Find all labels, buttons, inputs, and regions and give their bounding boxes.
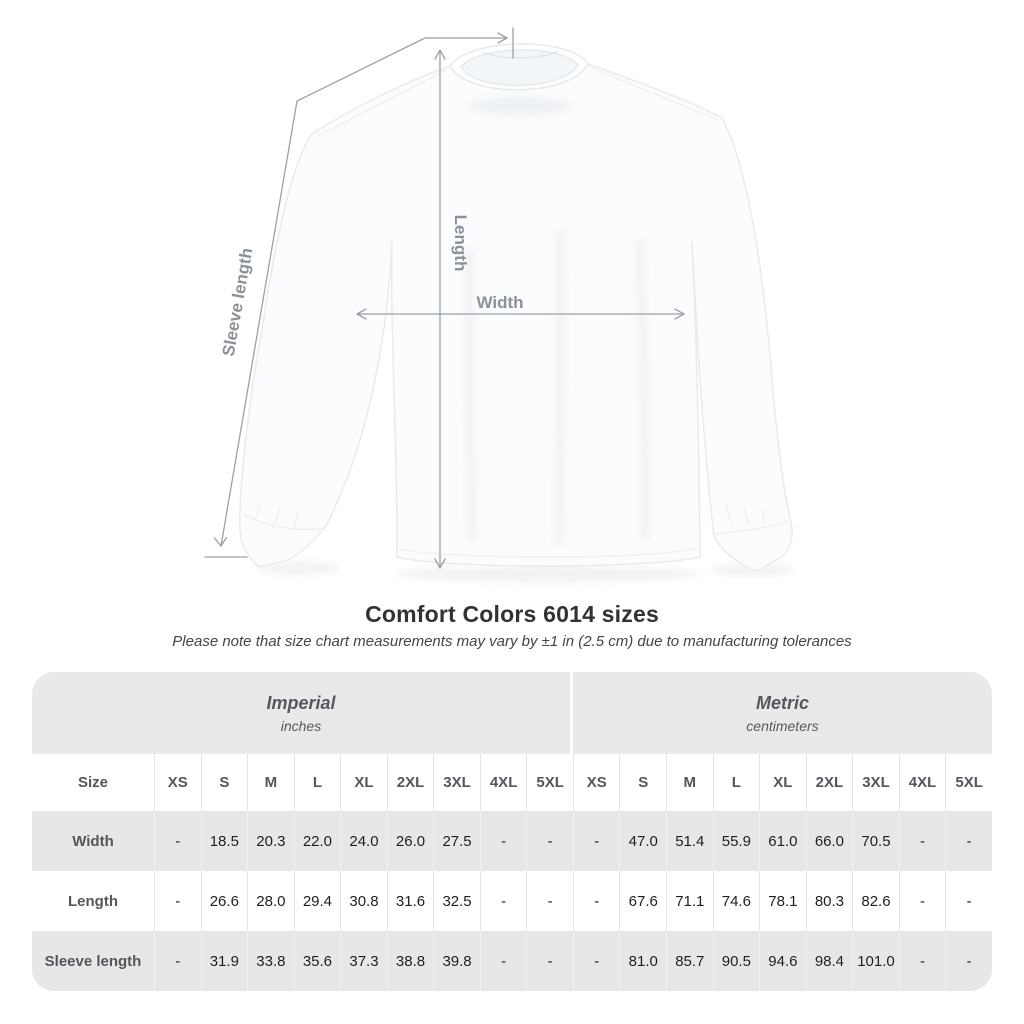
value-cell: - (573, 931, 620, 991)
imperial-label: Imperial (266, 692, 336, 713)
row-label-sleeve-length: Sleeve length (32, 931, 154, 991)
value-cell: 29.4 (294, 871, 341, 931)
col-header-imperial-2xl: 2XL (387, 754, 434, 811)
page-title: Comfort Colors 6014 sizes (365, 601, 659, 627)
metric-group-header (573, 672, 992, 754)
value-cell: 26.6 (201, 871, 248, 931)
value-cell: 61.0 (759, 811, 806, 871)
value-cell: 22.0 (294, 811, 341, 871)
value-cell: 74.6 (713, 871, 760, 931)
value-cell: 33.8 (247, 931, 294, 991)
sleeve-length-row (32, 931, 992, 991)
value-cell: - (480, 871, 527, 931)
value-cell: 81.0 (619, 931, 666, 991)
col-header-imperial-4xl: 4XL (480, 754, 527, 811)
tolerance-note: Please note that size chart measurements may vary by ±1 in (2.5 cm) due to manufacturing tolerances (172, 633, 852, 650)
value-cell: 27.5 (433, 811, 480, 871)
value-cell: 31.6 (387, 871, 434, 931)
value-cell: - (154, 931, 201, 991)
size-column-header: Size (32, 754, 154, 811)
value-cell: - (154, 871, 201, 931)
value-cell: 18.5 (201, 811, 248, 871)
metric-unit: centimeters (746, 717, 819, 734)
value-cell: - (526, 811, 573, 871)
value-cell: 70.5 (852, 811, 899, 871)
col-header-metric-4xl: 4XL (899, 754, 946, 811)
col-header-imperial-s: S (201, 754, 248, 811)
row-label-width: Width (32, 811, 154, 871)
value-cell: - (573, 871, 620, 931)
value-cell: - (899, 871, 946, 931)
value-cell: 24.0 (340, 811, 387, 871)
value-cell: 82.6 (852, 871, 899, 931)
value-cell: - (480, 931, 527, 991)
value-cell: 66.0 (806, 811, 853, 871)
value-cell: 101.0 (852, 931, 899, 991)
value-cell: - (945, 871, 992, 931)
value-cell: 85.7 (666, 931, 713, 991)
value-cell: - (526, 931, 573, 991)
value-cell: 71.1 (666, 871, 713, 931)
value-cell: - (899, 811, 946, 871)
value-cell: 31.9 (201, 931, 248, 991)
imperial-group-header (32, 672, 573, 754)
col-header-metric-5xl: 5XL (945, 754, 992, 811)
col-header-imperial-3xl: 3XL (433, 754, 480, 811)
value-cell: 37.3 (340, 931, 387, 991)
value-cell: - (945, 931, 992, 991)
value-cell: 78.1 (759, 871, 806, 931)
col-header-imperial-xs: XS (154, 754, 201, 811)
value-cell: 38.8 (387, 931, 434, 991)
value-cell: 32.5 (433, 871, 480, 931)
col-header-metric-l: L (713, 754, 760, 811)
value-cell: - (573, 811, 620, 871)
value-cell: - (526, 871, 573, 931)
value-cell: 80.3 (806, 871, 853, 931)
value-cell: 94.6 (759, 931, 806, 991)
row-label-length: Length (32, 871, 154, 931)
metric-label: Metric (755, 692, 809, 713)
col-header-metric-3xl: 3XL (852, 754, 899, 811)
col-header-imperial-5xl: 5XL (526, 754, 573, 811)
value-cell: 98.4 (806, 931, 853, 991)
value-cell: - (899, 931, 946, 991)
col-header-metric-xs: XS (573, 754, 620, 811)
col-header-metric-m: M (666, 754, 713, 811)
value-cell: 47.0 (619, 811, 666, 871)
value-cell: 30.8 (340, 871, 387, 931)
value-cell: 35.6 (294, 931, 341, 991)
under-collar-shade (467, 97, 571, 115)
value-cell: 39.8 (433, 931, 480, 991)
width-row (32, 811, 992, 871)
value-cell: 67.6 (619, 871, 666, 931)
col-header-metric-s: S (619, 754, 666, 811)
col-header-metric-xl: XL (759, 754, 806, 811)
length-measure-label: Length (451, 214, 470, 272)
value-cell: 55.9 (713, 811, 760, 871)
length-row (32, 871, 992, 931)
col-header-imperial-l: L (294, 754, 341, 811)
width-measure-label: Width (476, 293, 524, 312)
value-cell: 28.0 (247, 871, 294, 931)
imperial-unit: inches (280, 717, 322, 734)
value-cell: 90.5 (713, 931, 760, 991)
unit-group-row (32, 672, 992, 754)
value-cell: - (945, 811, 992, 871)
col-header-metric-2xl: 2XL (806, 754, 853, 811)
sleeve-length-measure-label: Sleeve length (218, 246, 257, 358)
value-cell: - (480, 811, 527, 871)
col-header-imperial-xl: XL (340, 754, 387, 811)
value-cell: 51.4 (666, 811, 713, 871)
size-chart-table (32, 672, 992, 991)
value-cell: - (154, 811, 201, 871)
size-header-row (32, 754, 992, 811)
value-cell: 26.0 (387, 811, 434, 871)
value-cell: 20.3 (247, 811, 294, 871)
col-header-imperial-m: M (247, 754, 294, 811)
